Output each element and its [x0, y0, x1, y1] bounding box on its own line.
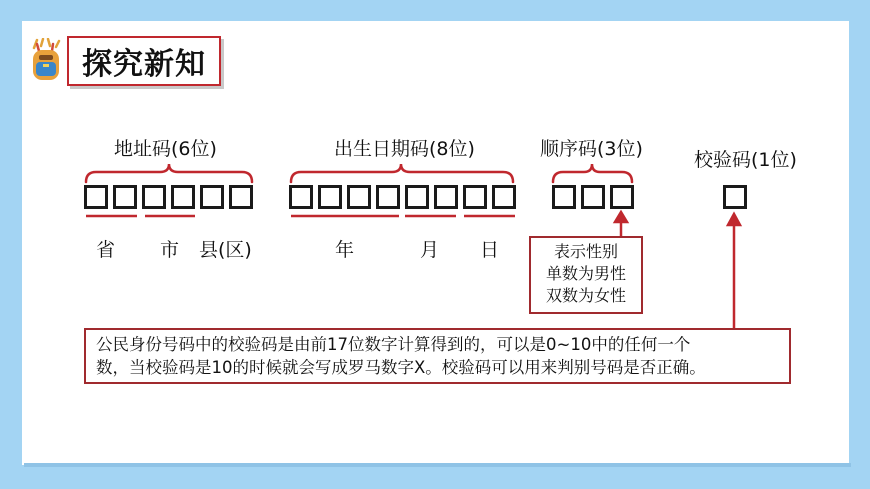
- gender-note-box: [529, 236, 643, 314]
- digit-cell: [84, 185, 108, 209]
- digit-cell: [581, 185, 605, 209]
- birthdate-code-label: 出生日期码(8位): [334, 138, 475, 160]
- sequence-code-label: 顺序码(3位): [540, 138, 643, 160]
- sequence-brace: [553, 164, 632, 182]
- day-label: 日: [480, 239, 500, 261]
- province-label: 省: [96, 239, 116, 261]
- digit-cell: [723, 185, 747, 209]
- digit-cell: [200, 185, 224, 209]
- digit-cell: [347, 185, 371, 209]
- sequence-code-cells: [552, 185, 639, 209]
- digit-cell: [610, 185, 634, 209]
- gender-note-line: 单数为男性: [545, 264, 626, 283]
- address-code-label: 地址码(6位): [114, 138, 217, 160]
- digit-cell: [463, 185, 487, 209]
- check-code-cells: [723, 185, 752, 209]
- explanation-line: 数，当校验码是10的时候就会写成罗马数字X。校验码可以用来判别号码是否正确。: [96, 358, 706, 377]
- digit-cell: [171, 185, 195, 209]
- address-brace: [86, 164, 252, 182]
- city-label: 市: [160, 239, 180, 261]
- gender-note-line: 表示性别: [553, 242, 618, 261]
- birthdate-brace: [291, 164, 513, 182]
- digit-cell: [318, 185, 342, 209]
- digit-cell: [492, 185, 516, 209]
- birthdate-code-cells: [289, 185, 521, 209]
- digit-cell: [289, 185, 313, 209]
- explanation-box: [84, 328, 791, 384]
- explanation-line: 公民身份号码中的校验码是由前17位数字计算得到的，可以是0~10中的任何一个: [96, 335, 691, 354]
- page-title: 探究新知: [82, 47, 206, 82]
- digit-cell: [434, 185, 458, 209]
- county-label: 县(区): [199, 239, 252, 261]
- digit-cell: [376, 185, 400, 209]
- year-label: 年: [335, 239, 355, 261]
- address-code-cells: [84, 185, 258, 209]
- digit-cell: [113, 185, 137, 209]
- digit-cell: [142, 185, 166, 209]
- check-code-label: 校验码(1位): [694, 149, 797, 171]
- month-label: 月: [420, 239, 440, 261]
- digit-cell: [552, 185, 576, 209]
- digit-cell: [405, 185, 429, 209]
- gender-note-line: 双数为女性: [545, 286, 626, 305]
- digit-cell: [229, 185, 253, 209]
